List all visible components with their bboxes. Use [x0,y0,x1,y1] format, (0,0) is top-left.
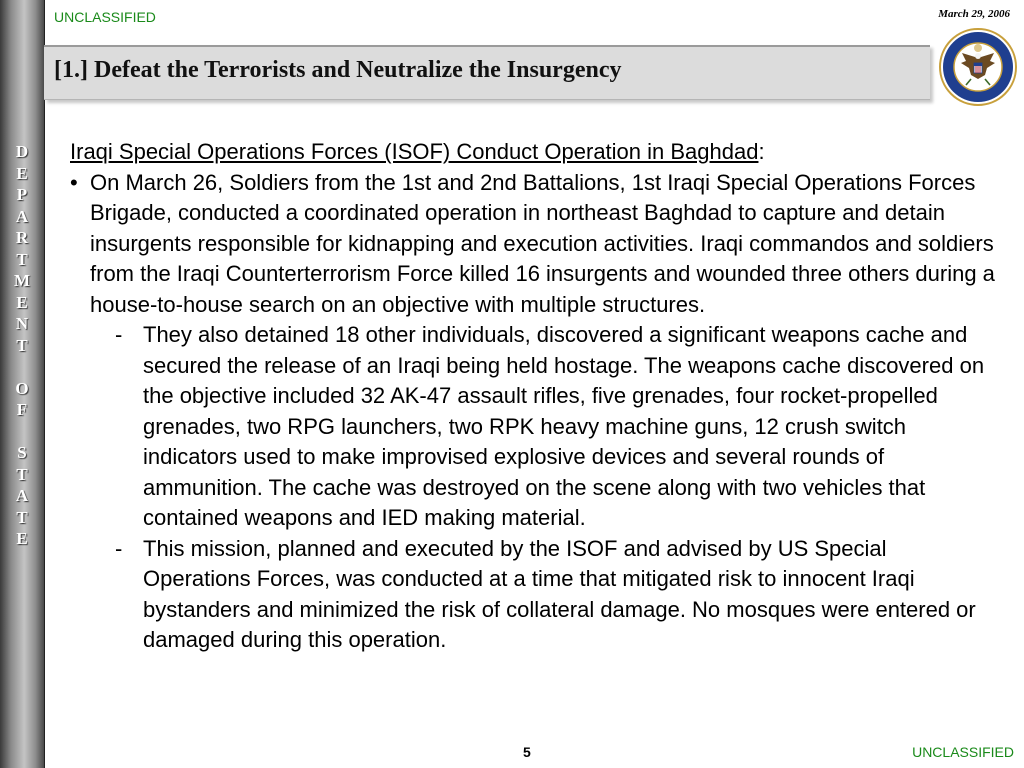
sidebar-letter: D [15,142,29,161]
sidebar-letter: T [16,507,28,527]
section-heading [70,137,1000,168]
dash-icon: - [115,535,123,561]
sidebar-letter: T [16,464,28,484]
sidebar-letter: N [15,314,29,333]
sidebar-letter: O [15,378,29,398]
sidebar-letter: E [16,163,28,183]
classification-footer: UNCLASSIFIED [912,744,1014,760]
classification-header: UNCLASSIFIED [54,9,156,25]
sidebar-letter: M [13,271,31,290]
bullet-text: On March 26, Soldiers from the 1st and 2nd Battalions, 1st Iraqi Special Operations Forces Brigade, conducted a coordinated operation in northeast Baghdad to capture and detain insurgents responsible for kidnapping and execution activities. Iraqi commandos and soldiers from the Iraqi Counterterrorism Force killed 16 insurgents and wounded three others during a house-to-house search on an objective with multiple structures. [90,169,995,317]
bullet-dot-icon: • [70,169,78,195]
sidebar-letter: S [17,443,27,462]
sidebar-letter: A [15,206,29,226]
slide-title: [1.] Defeat the Terrorists and Neutralize the Insurgency [54,57,622,83]
sidebar-letter: E [16,529,28,548]
sidebar-banner [0,0,45,768]
dash-icon: - [115,322,123,347]
slide-date: March 29, 2006 [938,8,1010,20]
slide-body [70,137,1000,656]
sidebar-letter: T [16,335,28,355]
title-bar [44,45,930,100]
department-of-state-seal [931,27,1024,107]
sub-bullet-item [70,534,1000,656]
sidebar-letter: F [16,400,28,419]
sidebar-letter: R [15,228,29,247]
sidebar-letter: E [16,292,28,312]
page-number: 5 [523,744,531,760]
sidebar-letter: T [16,249,28,269]
bullet-item [70,168,1000,321]
department-of-state-vertical-text [0,141,44,550]
section-heading-text: Iraqi Special Operations Forces (ISOF) Conduct Operation in Baghdad [70,139,759,164]
sub-bullet-item [70,320,1000,534]
sub-bullet-text: They also detained 18 other individuals, discovered a significant weapons cache and secured the release of an Iraqi being held hostage. The weapons cache discovered on the objective included 32 AK-47 assault rifles, five grenades, four rocket-propelled grenades, two RPG launchers, two RPK heavy machine guns, 12 crush switch indicators used to make improvised explosive devices and several rounds of ammunition. The cache was destroyed on the scene along with two vehicles that contained weapons and IED making material. [143,322,985,530]
section-heading-colon: : [758,139,765,164]
sidebar-letter: P [16,185,28,204]
sub-bullet-text: This mission, planned and executed by the ISOF and advised by US Special Operations Forces, was conducted at a time that mitigated risk to innocent Iraqi bystanders and minimized the risk of collateral damage. No mosques were entered or damaged during this operation. [143,535,976,652]
sidebar-letter: A [15,486,29,505]
